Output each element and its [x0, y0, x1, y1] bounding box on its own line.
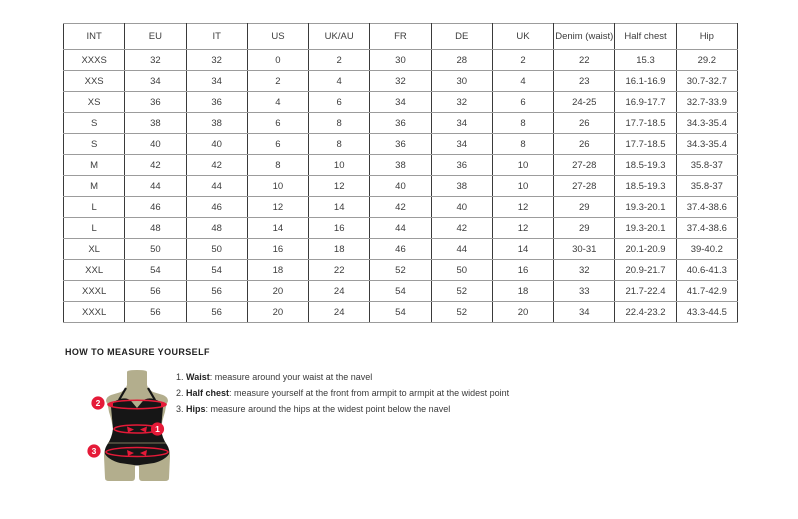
table-cell: 34: [554, 302, 615, 323]
table-cell: 56: [125, 281, 186, 302]
table-cell: 32: [554, 260, 615, 281]
table-cell: 38: [186, 113, 247, 134]
table-cell: 39-40.2: [676, 239, 737, 260]
table-cell: 34: [125, 71, 186, 92]
table-row: [64, 281, 738, 302]
table-cell: 44: [370, 218, 431, 239]
table-cell: 52: [431, 281, 492, 302]
table-cell: 29: [554, 218, 615, 239]
size-table-head: [64, 24, 738, 50]
table-cell: 36: [186, 92, 247, 113]
table-cell: 28: [431, 50, 492, 71]
table-cell: 26: [554, 134, 615, 155]
table-cell: 20.1-20.9: [615, 239, 676, 260]
table-cell: 30: [431, 71, 492, 92]
step-term: Waist: [186, 372, 210, 382]
step-term: Half chest: [186, 388, 230, 398]
table-cell: 14: [247, 218, 308, 239]
column-header: INT: [64, 24, 125, 50]
step-number: 3.: [176, 404, 184, 414]
measure-step-1: [176, 372, 596, 383]
table-cell: XS: [64, 92, 125, 113]
column-header: IT: [186, 24, 247, 50]
table-cell: 17.7-18.5: [615, 113, 676, 134]
table-cell: 17.7-18.5: [615, 134, 676, 155]
table-cell: 54: [370, 302, 431, 323]
table-cell: 16.9-17.7: [615, 92, 676, 113]
step-text: : measure yourself at the front from armpit to armpit at the widest point: [229, 388, 510, 398]
table-cell: 46: [370, 239, 431, 260]
table-cell: 4: [309, 71, 370, 92]
table-cell: 48: [125, 218, 186, 239]
badge-1-label: 1: [155, 424, 160, 434]
table-cell: 36: [431, 155, 492, 176]
badge-2-label: 2: [95, 398, 101, 408]
step-text: : measure around the hips at the widest point below the navel: [205, 404, 451, 414]
table-cell: 54: [186, 260, 247, 281]
table-cell: 21.7-22.4: [615, 281, 676, 302]
table-cell: 52: [431, 302, 492, 323]
table-cell: 44: [431, 239, 492, 260]
table-row: [64, 155, 738, 176]
table-cell: 22: [554, 50, 615, 71]
table-cell: 48: [186, 218, 247, 239]
measure-title: HOW TO MEASURE YOURSELF: [65, 347, 210, 357]
table-row: [64, 218, 738, 239]
table-cell: S: [64, 113, 125, 134]
table-cell: 18.5-19.3: [615, 155, 676, 176]
table-cell: 10: [492, 155, 553, 176]
table-cell: 19.3-20.1: [615, 218, 676, 239]
table-cell: 42: [125, 155, 186, 176]
table-cell: 18: [247, 260, 308, 281]
size-table-body: [64, 50, 738, 323]
table-cell: 44: [125, 176, 186, 197]
table-cell: 32.7-33.9: [676, 92, 737, 113]
table-cell: 4: [247, 92, 308, 113]
table-cell: 20.9-21.7: [615, 260, 676, 281]
table-cell: 8: [309, 113, 370, 134]
table-cell: 16: [309, 218, 370, 239]
table-cell: 12: [492, 197, 553, 218]
table-cell: 40: [186, 134, 247, 155]
table-cell: 56: [186, 302, 247, 323]
table-cell: 36: [370, 113, 431, 134]
table-cell: XL: [64, 239, 125, 260]
step-term: Hips: [186, 404, 206, 414]
table-row: [64, 71, 738, 92]
table-cell: 16: [247, 239, 308, 260]
step-number: 2.: [176, 388, 184, 398]
table-cell: S: [64, 134, 125, 155]
table-cell: 43.3-44.5: [676, 302, 737, 323]
table-cell: 56: [186, 281, 247, 302]
table-row: [64, 302, 738, 323]
table-cell: 12: [247, 197, 308, 218]
table-cell: 29: [554, 197, 615, 218]
table-cell: L: [64, 197, 125, 218]
column-header: DE: [431, 24, 492, 50]
table-cell: 37.4-38.6: [676, 197, 737, 218]
table-row: [64, 113, 738, 134]
table-cell: 16.1-16.9: [615, 71, 676, 92]
table-cell: 50: [186, 239, 247, 260]
table-cell: 23: [554, 71, 615, 92]
table-cell: 15.3: [615, 50, 676, 71]
table-cell: 35.8-37: [676, 155, 737, 176]
table-cell: XXL: [64, 260, 125, 281]
table-cell: 34: [431, 134, 492, 155]
column-header: EU: [125, 24, 186, 50]
table-cell: 56: [125, 302, 186, 323]
table-cell: 27-28: [554, 155, 615, 176]
table-cell: 40: [431, 197, 492, 218]
table-cell: 10: [247, 176, 308, 197]
table-row: [64, 197, 738, 218]
table-cell: 34: [186, 71, 247, 92]
table-cell: 30.7-32.7: [676, 71, 737, 92]
table-cell: XXS: [64, 71, 125, 92]
table-cell: 32: [125, 50, 186, 71]
table-cell: 52: [370, 260, 431, 281]
table-cell: 24-25: [554, 92, 615, 113]
table-cell: 2: [309, 50, 370, 71]
step-text: : measure around your waist at the navel: [209, 372, 373, 382]
table-cell: 26: [554, 113, 615, 134]
table-cell: 41.7-42.9: [676, 281, 737, 302]
table-cell: 6: [309, 92, 370, 113]
table-cell: 18: [492, 281, 553, 302]
table-cell: 30: [370, 50, 431, 71]
table-cell: 0: [247, 50, 308, 71]
table-cell: XXXL: [64, 302, 125, 323]
measure-step-3: [176, 404, 596, 415]
table-cell: 20: [247, 281, 308, 302]
header-row: [64, 24, 738, 50]
table-cell: 19.3-20.1: [615, 197, 676, 218]
table-cell: 6: [492, 92, 553, 113]
column-header: UK/AU: [309, 24, 370, 50]
measure-step-2: [176, 388, 596, 399]
table-cell: 38: [125, 113, 186, 134]
column-header: FR: [370, 24, 431, 50]
table-cell: 8: [247, 155, 308, 176]
table-cell: 46: [125, 197, 186, 218]
table-cell: 14: [309, 197, 370, 218]
table-cell: 42: [186, 155, 247, 176]
table-cell: 46: [186, 197, 247, 218]
step-number: 1.: [176, 372, 184, 382]
column-header: Half chest: [615, 24, 676, 50]
table-cell: 24: [309, 302, 370, 323]
table-row: [64, 134, 738, 155]
table-cell: 29.2: [676, 50, 737, 71]
table-cell: XXXS: [64, 50, 125, 71]
table-cell: 36: [125, 92, 186, 113]
table-cell: 6: [247, 134, 308, 155]
table-cell: M: [64, 155, 125, 176]
table-cell: 12: [492, 218, 553, 239]
table-cell: 6: [247, 113, 308, 134]
column-header: US: [247, 24, 308, 50]
table-cell: 32: [431, 92, 492, 113]
size-chart-section: [63, 23, 738, 323]
table-cell: 50: [431, 260, 492, 281]
column-header: Hip: [676, 24, 737, 50]
table-cell: XXXL: [64, 281, 125, 302]
table-cell: 36: [370, 134, 431, 155]
table-cell: 18: [309, 239, 370, 260]
table-cell: 37.4-38.6: [676, 218, 737, 239]
table-cell: 54: [370, 281, 431, 302]
table-row: [64, 92, 738, 113]
table-cell: 34: [431, 113, 492, 134]
table-cell: 2: [492, 50, 553, 71]
table-cell: 40: [125, 134, 186, 155]
table-row: [64, 260, 738, 281]
table-row: [64, 176, 738, 197]
table-cell: 34: [370, 92, 431, 113]
table-cell: 8: [492, 113, 553, 134]
table-cell: 14: [492, 239, 553, 260]
table-cell: 38: [370, 155, 431, 176]
table-cell: 10: [492, 176, 553, 197]
table-cell: 16: [492, 260, 553, 281]
table-cell: 18.5-19.3: [615, 176, 676, 197]
table-cell: 22: [309, 260, 370, 281]
table-cell: 34.3-35.4: [676, 134, 737, 155]
table-cell: 35.8-37: [676, 176, 737, 197]
table-cell: 34.3-35.4: [676, 113, 737, 134]
table-cell: 12: [309, 176, 370, 197]
table-cell: 50: [125, 239, 186, 260]
table-cell: 38: [431, 176, 492, 197]
badge-3-label: 3: [91, 446, 97, 456]
table-cell: 2: [247, 71, 308, 92]
column-header: Denim (waist): [554, 24, 615, 50]
table-cell: 20: [492, 302, 553, 323]
table-cell: 40.6-41.3: [676, 260, 737, 281]
table-cell: 22.4-23.2: [615, 302, 676, 323]
table-cell: 42: [431, 218, 492, 239]
table-cell: 42: [370, 197, 431, 218]
table-cell: 54: [125, 260, 186, 281]
table-cell: 8: [309, 134, 370, 155]
table-cell: 24: [309, 281, 370, 302]
table-cell: 20: [247, 302, 308, 323]
table-cell: L: [64, 218, 125, 239]
table-cell: M: [64, 176, 125, 197]
table-cell: 32: [370, 71, 431, 92]
table-row: [64, 239, 738, 260]
table-cell: 32: [186, 50, 247, 71]
table-cell: 4: [492, 71, 553, 92]
measure-steps-list: [176, 372, 596, 420]
size-table: [63, 23, 738, 323]
table-cell: 8: [492, 134, 553, 155]
table-cell: 30-31: [554, 239, 615, 260]
table-cell: 27-28: [554, 176, 615, 197]
table-row: [64, 50, 738, 71]
column-header: UK: [492, 24, 553, 50]
table-cell: 33: [554, 281, 615, 302]
table-cell: 44: [186, 176, 247, 197]
table-cell: 40: [370, 176, 431, 197]
table-cell: 10: [309, 155, 370, 176]
